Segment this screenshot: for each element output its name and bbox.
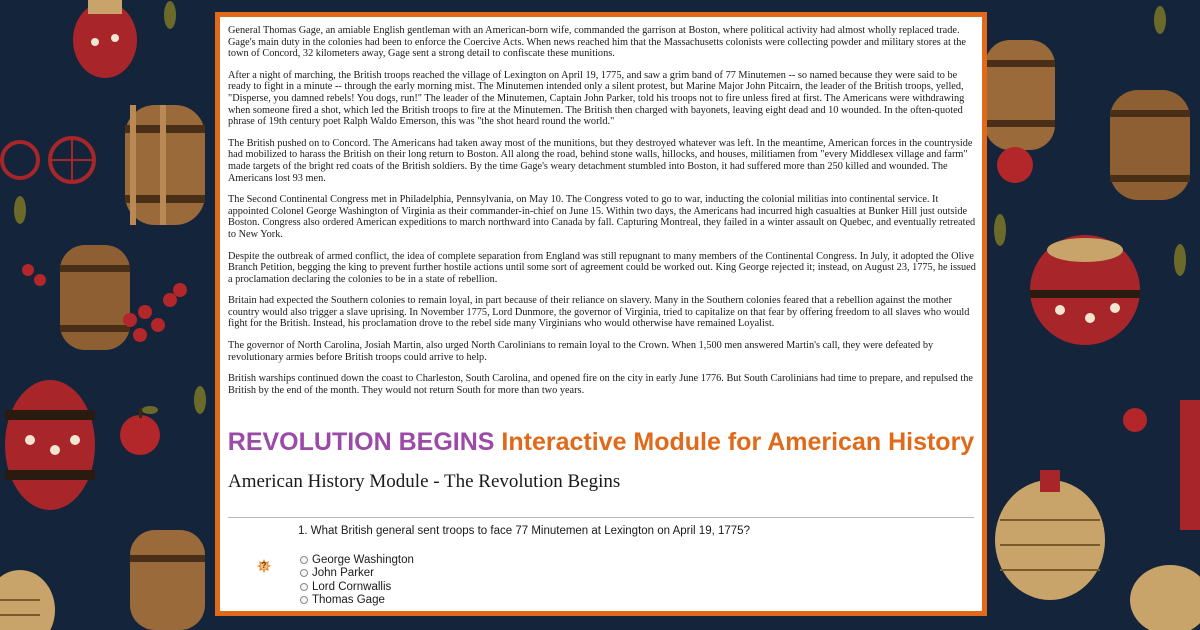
reading-paragraph: Despite the outbreak of armed conflict, the idea of complete separation from England was still repugnant to many members of the Continental Congress. In July, it adopted the Olive Branch Petition, begging the king to prevent further hostile actions until some sort of agreement could be worked out. King George rejected it; instead, on August 23, 1775, he issued a proclamation declaring the colonies to be in a state of rebellion. [228, 250, 976, 285]
answer-option[interactable] [300, 580, 414, 594]
reading-paragraph: The Second Continental Congress met in Philadelphia, Pennsylvania, on May 10. The Congress voted to go to war, inducting the colonial militias into continental service. It appointed Colonel George Washington of Virginia as their commander-in-chief on June 15. Within two days, the Americans had incurred high casualties at Bunker Hill just outside Boston. Congress also ordered American expeditions to march northward into Canada by fall. Capturing Montreal, they failed in a winter assault on Quebec, and eventually retreated to New York. [228, 194, 976, 240]
radio-button[interactable] [300, 596, 308, 604]
answer-label: John Parker [312, 567, 375, 580]
divider [228, 517, 974, 518]
basket-illustration [0, 570, 55, 630]
basket-illustration [1130, 565, 1200, 630]
quiz-question: 1. What British general sent troops to face 77 Minutemen at Lexington on April 19, 1775? [298, 525, 750, 537]
answer-label: Thomas Gage [312, 594, 385, 607]
module-banner [220, 427, 982, 457]
reading-paragraph: After a night of marching, the British troops reached the village of Lexington on April 19, 1775, and saw a grim band of 77 Minutemen -- so named because they were said to be ready to fight in a minute -- through the early morning mist. The Minutemen intended only a silent protest, but Marine Major John Pitcairn, the leader of the British troops, yelled, "Disperse, you damned rebels! You dogs, run!" The leader of the Minutemen, Captain John Parker, told his troops not to fire unless fired at first. The Americans were withdrawing when someone fired a shot, which led the British troops to fire at the Minutemen. The British then charged with bayonets, leaving eight dead and 10 wounded. In the often-quoted phrase of 19th century poet Ralph Waldo Emerson, this was "the shot heard round the world." [228, 69, 965, 128]
radio-button[interactable] [300, 583, 308, 591]
question-badge-icon[interactable] [257, 559, 271, 573]
answer-option[interactable] [300, 553, 414, 567]
barrel-illustration [1110, 90, 1190, 200]
banner-subtitle: Interactive Module for American History [501, 428, 975, 456]
reading-paragraph: The governor of North Carolina, Josiah Martin, also urged North Carolinians to remain loyal to the Crown. When 1,500 men answered Martin's call, they were defeated by revolutionary armies before British troops could arrive to help. [228, 340, 934, 363]
reading-paragraph: British warships continued down the coast to Charleston, South Carolina, and opened fire on the city in early June 1776. But South Carolinians had time to prepare, and repulsed the British by the end of the month. They would not return South for more than two years. [228, 373, 973, 396]
module-title: American History Module - The Revolution Begins [228, 471, 621, 492]
barrel-illustration [60, 245, 130, 350]
answer-label: George Washington [312, 553, 414, 566]
decorated-jar-illustration [1030, 235, 1140, 345]
radio-button[interactable] [300, 569, 308, 577]
hint-label: ? [261, 561, 267, 570]
reading-paragraph: The British pushed on to Concord. The Americans had taken away most of the munitions, but they destroyed whatever was left. In the meantime, American forces in the countryside had mobilized to harass the British on their long return to Boston. All along the road, behind stone walls, hillocks, and houses, militiamen from "every Middlesex village and farm" made targets of the bright red coats of the British soldiers. By the time Gage's weary detachment stumbled into Boston, it had suffered more than 250 killed and wounded. The Americans lost 93 men. [228, 137, 973, 184]
apple-illustration [120, 406, 160, 455]
banner-title: REVOLUTION BEGINS [227, 428, 495, 456]
module-card [215, 12, 987, 616]
answer-option[interactable] [300, 594, 414, 608]
decorated-jar-illustration [1180, 400, 1200, 530]
cart-wheel-illustration [2, 138, 94, 182]
decorated-jar-illustration [5, 380, 95, 510]
decorated-jar-illustration [73, 0, 137, 78]
answer-option[interactable] [300, 567, 414, 581]
reading-passage [228, 25, 976, 406]
reading-paragraph: Britain had expected the Southern colonies to remain loyal, in part because of their reliance on slavery. Many in the Southern colonies feared that a rebellion against the mother country would also trigger a slave uprising. In November 1775, Lord Dunmore, the governor of Virginia, tried to capitalize on that fear by offering freedom to all slaves who would fight for the British. Instead, his proclamation drove to the rebel side many Virginians who would otherwise have remained Loyalist. [228, 295, 970, 330]
radio-button[interactable] [300, 556, 308, 564]
answer-options [300, 553, 414, 607]
barrel-illustration [130, 530, 205, 630]
answer-label: Lord Cornwallis [312, 580, 392, 593]
barrel-illustration [985, 40, 1055, 150]
basket-illustration [995, 470, 1105, 600]
reading-paragraph: General Thomas Gage, an amiable English gentleman with an American-born wife, commanded the garrison at Boston, where political activity had almost wholly replaced trade. Gage's main duty in the colonies had been to enforce the Coercive Acts. When news reached him that the Massachusetts colonists were collecting powder and military stores at the town of Concord, 32 kilometers away, Gage sent a strong detail to confiscate these munitions. [228, 25, 966, 60]
barrel-illustration [125, 105, 205, 225]
